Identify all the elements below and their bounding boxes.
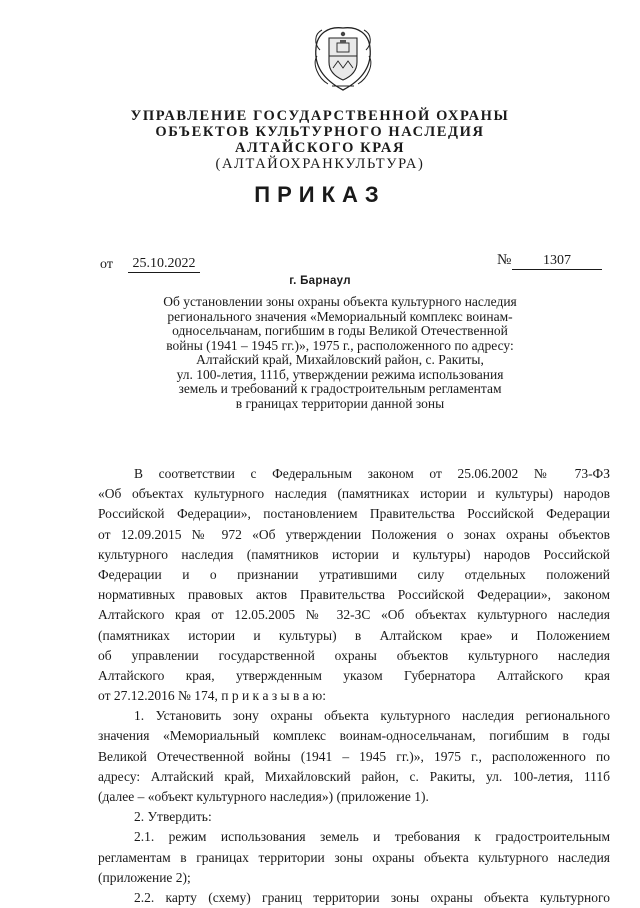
subject-line: односельчанам, погибшим в годы Великой Отечественной — [172, 323, 508, 338]
body-line: 2.1. режим использования земель и требования к градостроительным — [134, 829, 610, 845]
body-line: от 27.12.2016 № 174, п р и к а з ы в а ю: — [98, 688, 326, 704]
body-line: адресу: Алтайский край, Михайловский район, с. Ракиты, ул. 100-летия, 111б — [98, 768, 610, 784]
body-line: от 12.09.2015 № 972 «Об утверждении Положения о зонах охраны объектов — [98, 526, 610, 542]
subject-line: в границах территории данной зоны — [235, 395, 445, 411]
number-label: № — [497, 252, 512, 268]
agency-short-name: (АЛТАЙОХРАНКУЛЬТУРА) — [215, 156, 425, 172]
body-line: В соответствии с Федеральным законом от 25.06.2002 № 73-ФЗ — [134, 466, 610, 481]
order-date: 25.10.2022 — [128, 256, 200, 273]
body-line: об управлении государственной охраны объектов культурного наследия — [98, 647, 610, 663]
subject-line: регионального значения «Мемориальный комплекс воинам- — [167, 308, 513, 324]
body-line: Российской Федерации», постановлением Правительства Российской Федерации — [98, 506, 610, 522]
body-line: «Об объектах культурного наследия (памятниках истории и культуры) народов — [98, 486, 610, 502]
agency-name-line-1: УПРАВЛЕНИЕ ГОСУДАРСТВЕННОЙ ОХРАНЫ — [130, 108, 510, 124]
subject-line: войны (1941 – 1945 гг.)», 1975 г., расположенного по адресу: — [166, 337, 514, 353]
date-label: от — [100, 257, 113, 272]
subject-line: Алтайский край, Михайловский район, с. Ракиты, — [196, 352, 484, 367]
body-line: 2.2. карту (схему) границ территории зоны охраны объекта культурного — [134, 889, 610, 905]
body-line: Алтайского края, утвержденным указом Губернатора Алтайского края — [98, 667, 610, 683]
body-line: Великой Отечественной войны (1941 – 1945 гг.)», 1975 г., расположенного по — [98, 748, 610, 764]
body-line: (приложение 2); — [98, 869, 191, 885]
order-subject — [140, 295, 540, 411]
city: г. Барнаул — [289, 275, 351, 287]
body-line: (памятниках истории и культуры) в Алтайском крае» и Положением — [98, 627, 610, 643]
body-line: (далее – «объект культурного наследия») (приложение 1). — [98, 789, 429, 804]
agency-name-line-2: ОБЪЕКТОВ КУЛЬТУРНОГО НАСЛЕДИЯ — [155, 124, 485, 140]
body-line: значения «Мемориальный комплекс воинам-односельчанам, погибшим в годы — [98, 728, 610, 744]
subject-line: Об установлении зоны охраны объекта культурного наследия — [163, 294, 517, 309]
coat-of-arms-icon — [308, 22, 378, 96]
body-line: культурного наследия (памятников истории и культуры) народов Российской — [98, 546, 610, 562]
order-number: 1307 — [512, 253, 602, 270]
body-line: Федерации и о признании утратившими силу отдельных положений — [98, 566, 610, 582]
agency-name-line-3: АЛТАЙСКОГО КРАЯ — [234, 140, 406, 156]
body-line: 2. Утвердить: — [134, 809, 212, 825]
subject-line: ул. 100-летия, 111б, утверждении режима использования — [176, 366, 504, 382]
subject-line: земель и требований к градостроительным регламентам — [178, 381, 502, 396]
order-body — [98, 464, 610, 908]
body-line: регламентам в границах территории зоны охраны объекта культурного наследия — [98, 849, 610, 865]
body-line: 1. Установить зону охраны объекта культурного наследия регионального — [134, 708, 610, 724]
body-line: нормативных правовых актов Правительства Российской Федерации», законом — [98, 587, 610, 603]
body-line: Алтайского края от 12.05.2005 № 32-ЗС «Об объектах культурного наследия — [98, 607, 610, 623]
order-title: ПРИКАЗ — [254, 182, 386, 207]
